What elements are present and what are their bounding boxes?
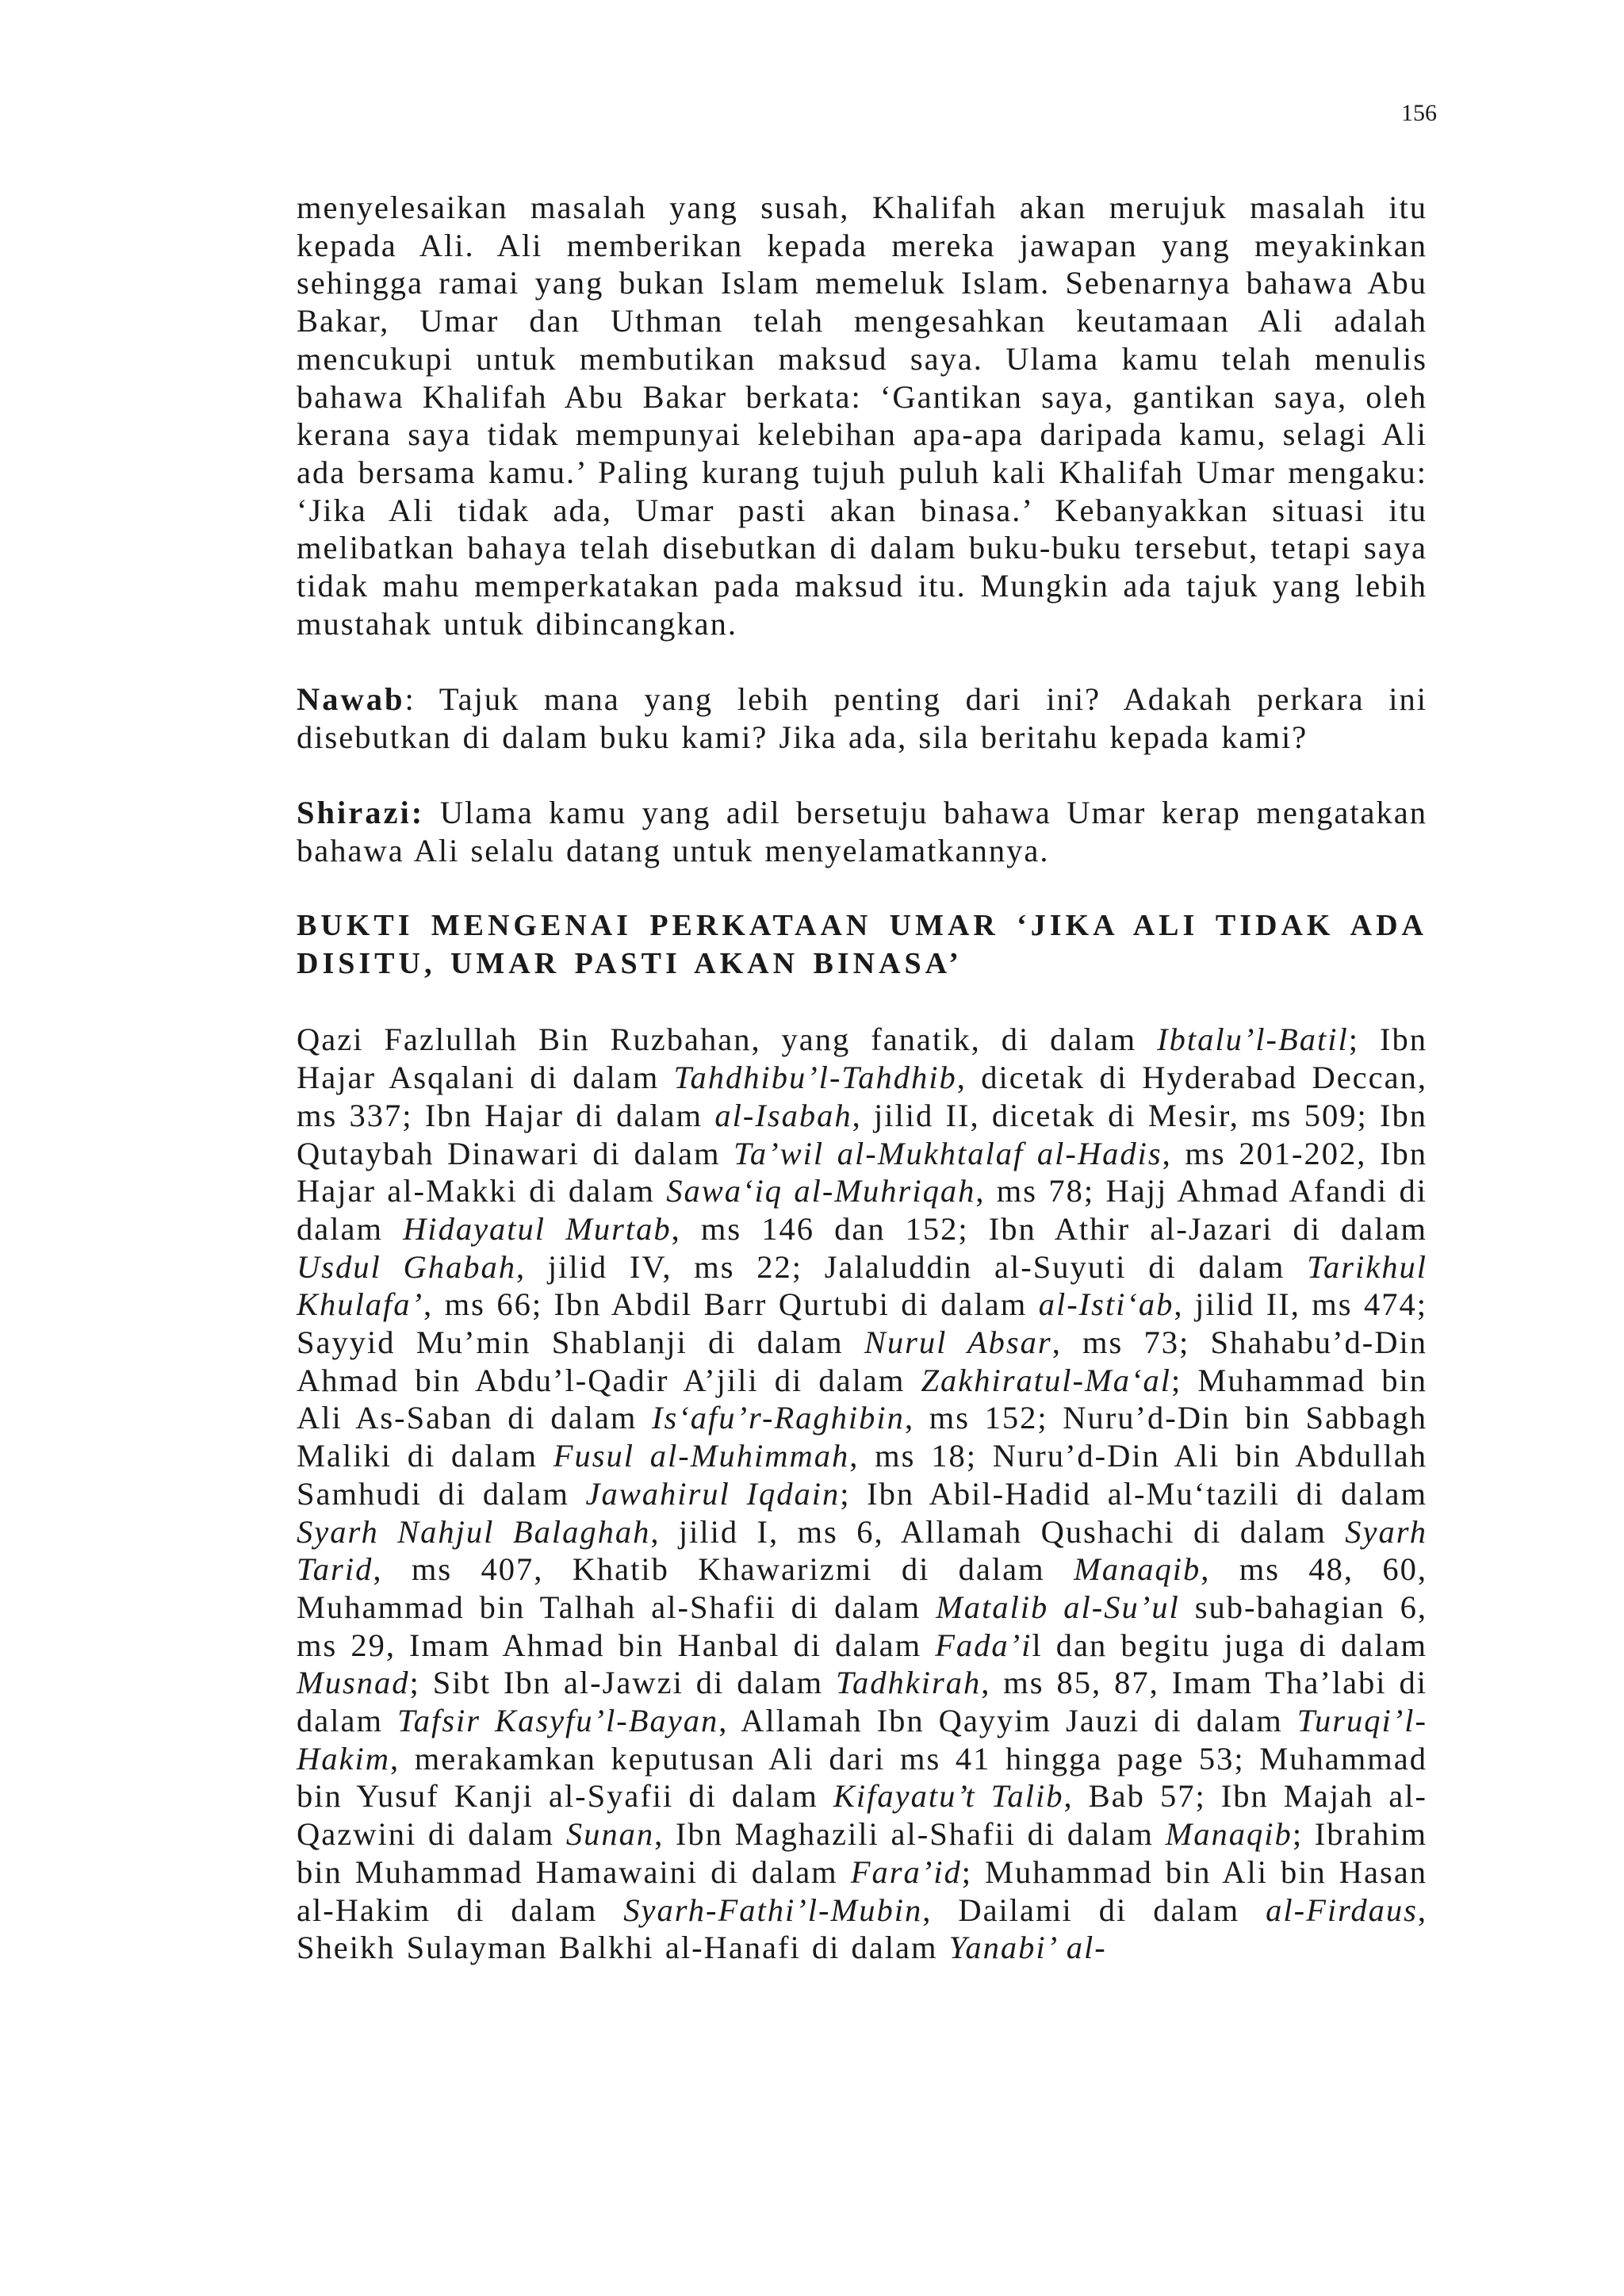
ref-text: , ms 407, Khatib Khawarizmi di dalam	[373, 1551, 1074, 1588]
book-title: Ibtalu’l-Batil	[1157, 1022, 1349, 1058]
ref-text: ; Muhammad bin Ali As-Saban di dalam	[297, 1362, 1427, 1436]
book-title: Sunan	[565, 1816, 655, 1853]
book-title: Hidayatul Murtab	[403, 1210, 672, 1247]
ref-text: , dicetak di Hyderabad Deccan, ms 337; Ibn Hajar di dalam	[297, 1060, 1427, 1133]
ref-text: ; Ibn Hajar Asqalani di dalam	[297, 1022, 1427, 1096]
speaker-shirazi: Shirazi:	[297, 795, 425, 831]
book-title: Matalib al-Su’ul	[936, 1589, 1180, 1625]
shirazi-text: Ulama kamu yang adil bersetuju bahawa Umar kerap mengatakan bahawa Ali selalu datang untuk menyelamatkannya.	[297, 795, 1427, 868]
nawab-text: : Tajuk mana yang lebih penting dari ini? Adakah perkara ini disebutkan di dalam buku kami? Jika ada, sila beritahu kepada kami?	[297, 681, 1427, 755]
ref-text: , ms 78; Hajj Ahmad Afandi di dalam	[297, 1173, 1427, 1247]
ref-text: , ms 18; Nuru’d-Din Ali bin Abdullah Samhudi di dalam	[297, 1438, 1427, 1512]
book-title: al-Isabah	[714, 1097, 852, 1133]
ref-text: , jilid I, ms 6, Allamah Qushachi di dalam	[650, 1513, 1346, 1550]
book-title: Tadhkirah	[836, 1665, 982, 1701]
ref-text: , Sheikh Sulayman Balkhi al-Hanafi di dalam	[297, 1892, 1427, 1966]
book-title: Ta’wil al-Mukhtalaf al-Hadis	[733, 1135, 1162, 1171]
ref-text: , jilid IV, ms 22; Jalaluddin al-Suyuti di dalam	[516, 1248, 1308, 1285]
paragraph-intro: menyelesaikan masalah yang susah, Khalifah akan merujuk masalah itu kepada Ali. Ali memberikan kepada mereka jawapan yang meyakinkan sehingga ramai yang bukan Islam memeluk Islam. Sebenarnya bahawa Abu Bakar, Umar dan Uthman telah mengesahkan keutamaan Ali adalah mencukupi untuk membutikan maksud saya. Ulama kamu telah menulis bahawa Khalifah Abu Bakar berkata: ‘Gantikan saya, gantikan saya, oleh kerana saya tidak mempunyai kelebihan apa-apa daripada kamu, selagi Ali ada bersama kamu.’ Paling kurang tujuh puluh kali Khalifah Umar mengaku: ‘Jika Ali tidak ada, Umar pasti akan binasa.’ Kebanyakkan situasi itu melibatkan bahaya telah disebutkan di dalam buku-buku tersebut, tetapi saya tidak mahu memperkatakan pada maksud itu. Mungkin ada tajuk yang lebih mustahak untuk dibincangkan.	[297, 190, 1427, 642]
ref-text: Qazi Fazlullah Bin Ruzbahan, yang fanatik, di dalam	[297, 1022, 1158, 1058]
book-title: Syarh-Fathi’l-Mubin	[623, 1892, 923, 1928]
ref-text: , ms 73; Shahabu’d-Din Ahmad bin Abdu’l-Qadir A’jili di dalam	[297, 1324, 1427, 1398]
book-title: Manaqib	[1074, 1551, 1201, 1588]
ref-text: , jilid II, dicetak di Mesir, ms 509; Ibn Qutaybah Dinawari di dalam	[297, 1097, 1427, 1171]
book-title: Sawa‘iq al-Muhriqah	[666, 1173, 976, 1209]
book-title: Usdul Ghabah	[297, 1248, 517, 1285]
ref-text: ; Ibn Abil-Hadid al-Mu‘tazili di dalam	[840, 1475, 1427, 1512]
book-title: Tafsir Kasyfu’l-Bayan	[396, 1703, 719, 1739]
ref-text: ; Sibt Ibn al-Jawzi di dalam	[409, 1665, 837, 1701]
ref-text: , Ibn Maghazili al-Shafii di dalam	[654, 1816, 1166, 1853]
book-title: Tahdhibu’l-Tahdhib	[673, 1060, 957, 1096]
ref-text: , ms 66; Ibn Abdil Barr Qurtubi di dalam	[423, 1286, 1039, 1323]
book-title: Nurul Absar	[864, 1324, 1052, 1361]
book-title: Fada’i	[935, 1627, 1032, 1663]
page-content	[297, 189, 1427, 1967]
book-title: Turuqi’l-Hakim	[297, 1703, 1428, 1777]
ref-text: , ms 146 dan 152; Ibn Athir al-Jazari di dalam	[671, 1210, 1427, 1247]
book-title: Fara’id	[850, 1853, 962, 1890]
ref-text: , jilid II, ms 474; Sayyid Mu’min Shablanji di dalam	[297, 1286, 1427, 1361]
book-title: Zakhiratul-Ma‘al	[921, 1362, 1171, 1398]
ref-text: ; Ibrahim bin Muhammad Hamawaini di dalam	[297, 1816, 1427, 1890]
ref-text: ; Muhammad bin Ali bin Hasan al-Hakim di dalam	[297, 1853, 1427, 1928]
book-title: al-Firdaus	[1266, 1892, 1418, 1928]
ref-text: , ms 48, 60, Muhammad bin Talhah al-Shafii di dalam	[297, 1551, 1428, 1625]
book-title: Fusul al-Muhimmah	[553, 1438, 850, 1474]
ref-text: , Bab 57; Ibn Majah al-Qazwini di dalam	[297, 1778, 1427, 1853]
book-title: Kifayatu’t Talib	[833, 1778, 1064, 1815]
ref-text: , ms 152; Nuru’d-Din bin Sabbagh Maliki di dalam	[297, 1400, 1427, 1474]
section-heading: BUKTI MENGENAI PERKATAAN UMAR ‘JIKA ALI TIDAK ADA DISITU, UMAR PASTI AKAN BINASA’	[297, 909, 1427, 981]
book-title: Tarikhul Khulafa’	[297, 1248, 1427, 1323]
paragraph-nawab	[297, 680, 1427, 756]
ref-text: , Allamah Ibn Qayyim Jauzi di dalam	[718, 1703, 1297, 1739]
ref-text: l dan begitu juga di dalam	[1032, 1627, 1427, 1663]
ref-text: , ms 85, 87, Imam Tha’labi di dalam	[297, 1665, 1428, 1739]
ref-text: , merakamkan keputusan Ali dari ms 41 hingga page 53; Muhammad bin Yusuf Kanji al-Syafii di dalam	[297, 1740, 1427, 1815]
book-title: Yanabi’ al-	[948, 1930, 1107, 1966]
book-title: Syarh Tarid	[297, 1513, 1428, 1588]
book-title: Musnad	[297, 1665, 410, 1701]
paragraph-references	[297, 1021, 1427, 1967]
book-title: Jawahirul Iqdain	[585, 1475, 841, 1512]
book-title: Is‘afu’r-Raghibin	[652, 1400, 905, 1436]
book-title: Manaqib	[1165, 1816, 1293, 1853]
page-number: 156	[1401, 100, 1437, 126]
speaker-nawab: Nawab	[297, 681, 405, 718]
ref-text: , Dailami di dalam	[922, 1892, 1266, 1928]
book-title: Syarh Nahjul Balaghah	[297, 1513, 651, 1550]
ref-text: , ms 201-202, Ibn Hajar al-Makki di dalam	[297, 1135, 1427, 1209]
ref-text: sub-bahagian 6, ms 29, Imam Ahmad bin Hanbal di dalam	[297, 1589, 1427, 1663]
paragraph-shirazi	[297, 794, 1427, 869]
book-title: al-Isti‘ab	[1038, 1286, 1174, 1323]
